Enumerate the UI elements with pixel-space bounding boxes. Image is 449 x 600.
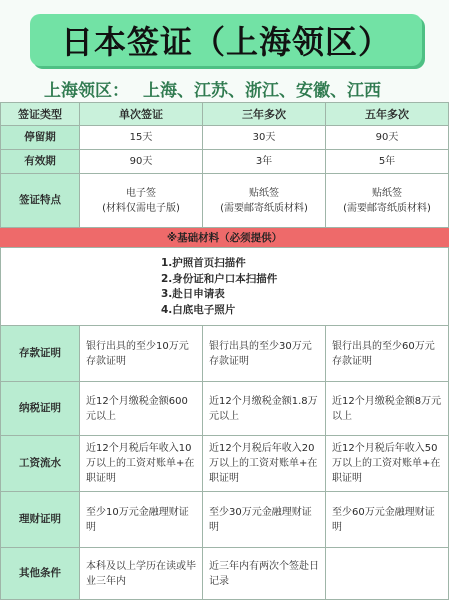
row-label-validity: 有效期	[0, 150, 80, 174]
table-cell: 5年	[326, 150, 449, 174]
table-cell: 近12个月税后年收入50万以上的工资对账单+在职证明	[326, 436, 449, 492]
region-label: 上海领区：	[44, 81, 129, 101]
table-cell: 本科及以上学历在读或毕业三年内	[80, 548, 203, 600]
row-label-other: 其他条件	[0, 548, 80, 600]
visa-table	[0, 102, 449, 600]
region-areas: 上海、江苏、浙江、安徽、江西	[143, 81, 381, 101]
feature-note: (材料仅需电子版)	[102, 202, 180, 214]
table-cell: 近三年内有两次个签赴日记录	[203, 548, 326, 600]
table-cell: 90天	[326, 126, 449, 150]
basic-materials-list	[0, 248, 449, 326]
table-cell: 近12个月税后年收入20万以上的工资对账单+在职证明	[203, 436, 326, 492]
list-item: 3.赴日申请表	[161, 288, 225, 300]
feature-note: (需要邮寄纸质材料)	[220, 202, 308, 214]
table-cell: 银行出具的至少10万元存款证明	[80, 326, 203, 382]
table-cell: 近12个月缴税金额600元以上	[80, 382, 203, 436]
row-label-features: 签证特点	[0, 174, 80, 228]
header-five-year: 五年多次	[326, 102, 449, 126]
table-cell: 银行出具的至少30万元存款证明	[203, 326, 326, 382]
row-label-tax: 纳税证明	[0, 382, 80, 436]
table-cell: 至少30万元金融理财证明	[203, 492, 326, 548]
row-label-stay: 停留期	[0, 126, 80, 150]
table-cell: 近12个月缴税金额1.8万元以上	[203, 382, 326, 436]
list-item: 2.身份证和户口本扫描件	[161, 272, 278, 285]
page-title: 日本签证（上海领区）	[60, 23, 391, 61]
table-cell	[326, 174, 449, 228]
table-cell	[203, 174, 326, 228]
table-cell: 近12个月缴税金额8万元以上	[326, 382, 449, 436]
feature-type: 贴纸签	[372, 187, 402, 199]
row-label-salary: 工资流水	[0, 436, 80, 492]
row-label-deposit: 存款证明	[0, 326, 80, 382]
header-visa-type: 签证类型	[0, 102, 80, 126]
title-banner	[30, 14, 422, 66]
feature-type: 电子签	[126, 187, 156, 199]
row-label-finance: 理财证明	[0, 492, 80, 548]
table-cell: 近12个月税后年收入10万以上的工资对账单+在职证明	[80, 436, 203, 492]
header-three-year: 三年多次	[203, 102, 326, 126]
feature-note: (需要邮寄纸质材料)	[343, 202, 431, 214]
header-single: 单次签证	[80, 102, 203, 126]
list-item: 1.护照首页扫描件	[161, 257, 246, 269]
table-cell: 至少10万元金融理财证明	[80, 492, 203, 548]
table-cell: 至少60万元金融理财证明	[326, 492, 449, 548]
consular-region	[44, 76, 381, 101]
table-cell: 15天	[80, 126, 203, 150]
table-cell: 银行出具的至少60万元存款证明	[326, 326, 449, 382]
table-cell	[326, 548, 449, 600]
table-cell: 90天	[80, 150, 203, 174]
table-cell: 30天	[203, 126, 326, 150]
basic-materials-title: ※基础材料（必须提供）	[0, 228, 449, 248]
table-cell: 3年	[203, 150, 326, 174]
feature-type: 贴纸签	[249, 187, 279, 199]
list-item: 4.白底电子照片	[161, 303, 236, 316]
table-cell	[80, 174, 203, 228]
